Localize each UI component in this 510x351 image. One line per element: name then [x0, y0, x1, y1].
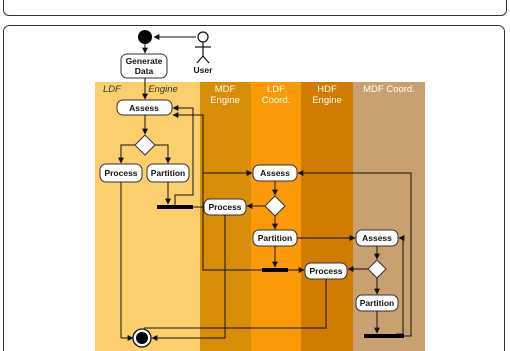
lane-label-engine: Engine [148, 84, 178, 95]
fork-bar-ldf [157, 205, 193, 209]
lane-label-mdf-engine-1: MDF [214, 84, 236, 95]
lane-label-mdf-engine-2: Engine [210, 95, 240, 106]
lane-ldf-engine [95, 82, 200, 351]
partition-mdf-coord-label: Partition [359, 298, 395, 308]
end-node-inner [136, 332, 148, 344]
lane-label-ldf: LDF [103, 84, 121, 95]
process-ldf-label: Process [104, 168, 138, 178]
start-node [138, 30, 152, 44]
lane-label-ldf-coord-1: LDF [267, 84, 285, 95]
lane-label-hdf-engine-2: Engine [312, 95, 342, 106]
fork-bar-mdf-coord [364, 334, 404, 338]
assess-ldf-label: Assess [129, 103, 159, 113]
lane-hdf-engine [301, 82, 353, 351]
fork-bar-coord [262, 268, 288, 272]
process-mdf-label: Process [208, 202, 242, 212]
lane-label-hdf-engine-1: HDF [317, 84, 337, 95]
process-hdf-label: Process [309, 266, 343, 276]
lane-ldf-coord [251, 82, 301, 351]
generate-label-1: Generate [125, 56, 163, 66]
partition-ldf-label: Partition [150, 168, 186, 178]
partition-coord-label: Partition [257, 233, 293, 243]
generate-label-2: Data [134, 66, 154, 76]
lane-label-mdf-coord: MDF Coord. [363, 84, 415, 95]
user-label: User [193, 65, 213, 75]
assess-coord-label: Assess [260, 168, 290, 178]
lane-label-ldf-coord-2: Coord. [261, 95, 291, 106]
assess-mdf-coord-label: Assess [362, 233, 392, 243]
